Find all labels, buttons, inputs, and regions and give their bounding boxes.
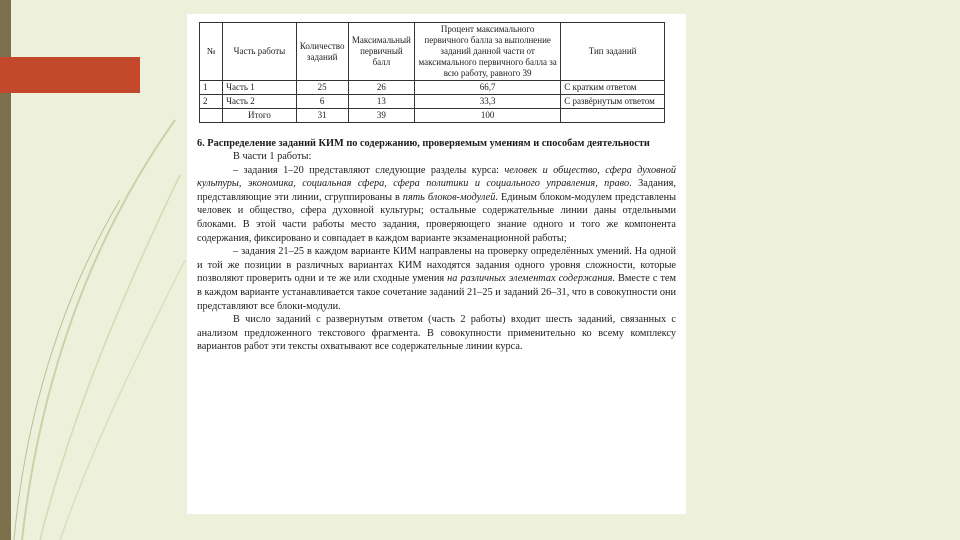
header-num: № <box>200 23 223 81</box>
text-span: . Вместе с тем в каждом варианте устанавливается такое сочетание заданий 21–25 и заданий 26–31, что в совокупности они представляют все блоки-модули. <box>197 273 677 312</box>
section-title: 6. Распределение заданий КИМ по содержанию, проверяемым умениям и способам деятельности <box>197 138 650 149</box>
cell-max: 13 <box>348 95 414 109</box>
header-percent: Процент максимального первичного балла за выполнение заданий данной части от максимального первичного балла за всю работу, равного 39 <box>415 23 561 81</box>
paragraph-tasks-1-20 <box>197 164 676 246</box>
cell-count: 6 <box>296 95 348 109</box>
header-max: Максимальный первичный балл <box>348 23 414 81</box>
header-count: Количество заданий <box>296 23 348 81</box>
table-total-row <box>200 109 665 123</box>
text-span: – задания 1–20 представляют следующие разделы курса: <box>233 164 505 176</box>
cell-empty <box>561 109 665 123</box>
table-row <box>200 95 665 109</box>
total-max: 39 <box>348 109 414 123</box>
text-span: . Задания, представляющие эти линии, сгруппированы в <box>197 178 676 203</box>
cell-count: 25 <box>296 81 348 95</box>
header-part: Часть работы <box>223 23 297 81</box>
cell-type: С развёрнутым ответом <box>561 95 665 109</box>
cell-max: 26 <box>348 81 414 95</box>
summary-table <box>199 22 665 123</box>
cell-part: Часть 2 <box>223 95 297 109</box>
paragraph-part2: В число заданий с развернутым ответом (часть 2 работы) входит шесть заданий, связанных с анализом предложенного текстового фрагмента. В совокупности применительно ко всему комплексу вариантов работ эти тексты охватывают все содержательные линии курса. <box>197 314 676 353</box>
cell-type: С кратким ответом <box>561 81 665 95</box>
table-row <box>200 81 665 95</box>
table-header-row <box>200 23 665 81</box>
header-type: Тип заданий <box>561 23 665 81</box>
cell-percent: 66,7 <box>415 81 561 95</box>
accent-band <box>0 57 140 93</box>
italic-span: пять блоков-модулей <box>402 191 496 203</box>
cell-num: 1 <box>200 81 223 95</box>
text-span: – задания 21–25 в каждом варианте КИМ направлены на проверку определённых умений. На одной и той же позиции в различных вариантах КИМ находятся задания одного уровня сложности, которые позволяют проверить одни и те же или сходные умения <box>197 246 676 285</box>
cell-part: Часть 1 <box>223 81 297 95</box>
total-label: Итого <box>223 109 297 123</box>
total-count: 31 <box>296 109 348 123</box>
paragraph-tasks-21-25 <box>197 245 676 313</box>
italic-span: человек и общество, сфера духовной культуры, экономика, социальная сфера, сфера политики и социального управления, право <box>197 164 676 190</box>
cell-percent: 33,3 <box>415 95 561 109</box>
cell-empty <box>200 109 223 123</box>
document-page <box>187 14 686 514</box>
part1-intro: В части 1 работы: <box>233 151 312 162</box>
cell-num: 2 <box>200 95 223 109</box>
italic-span: на различных элементах содержания <box>447 273 613 285</box>
total-percent: 100 <box>415 109 561 123</box>
text-span: . Единым блоком-модулем представлены человек и общество, сфера духовной культуры; остальные содержательные линии даны отдельными блоками. В этой части работы место задания, проверяющего знание одного и того же компонента содержания, фиксировано и совпадает в каждом варианте экзаменационной работы; <box>197 191 676 244</box>
